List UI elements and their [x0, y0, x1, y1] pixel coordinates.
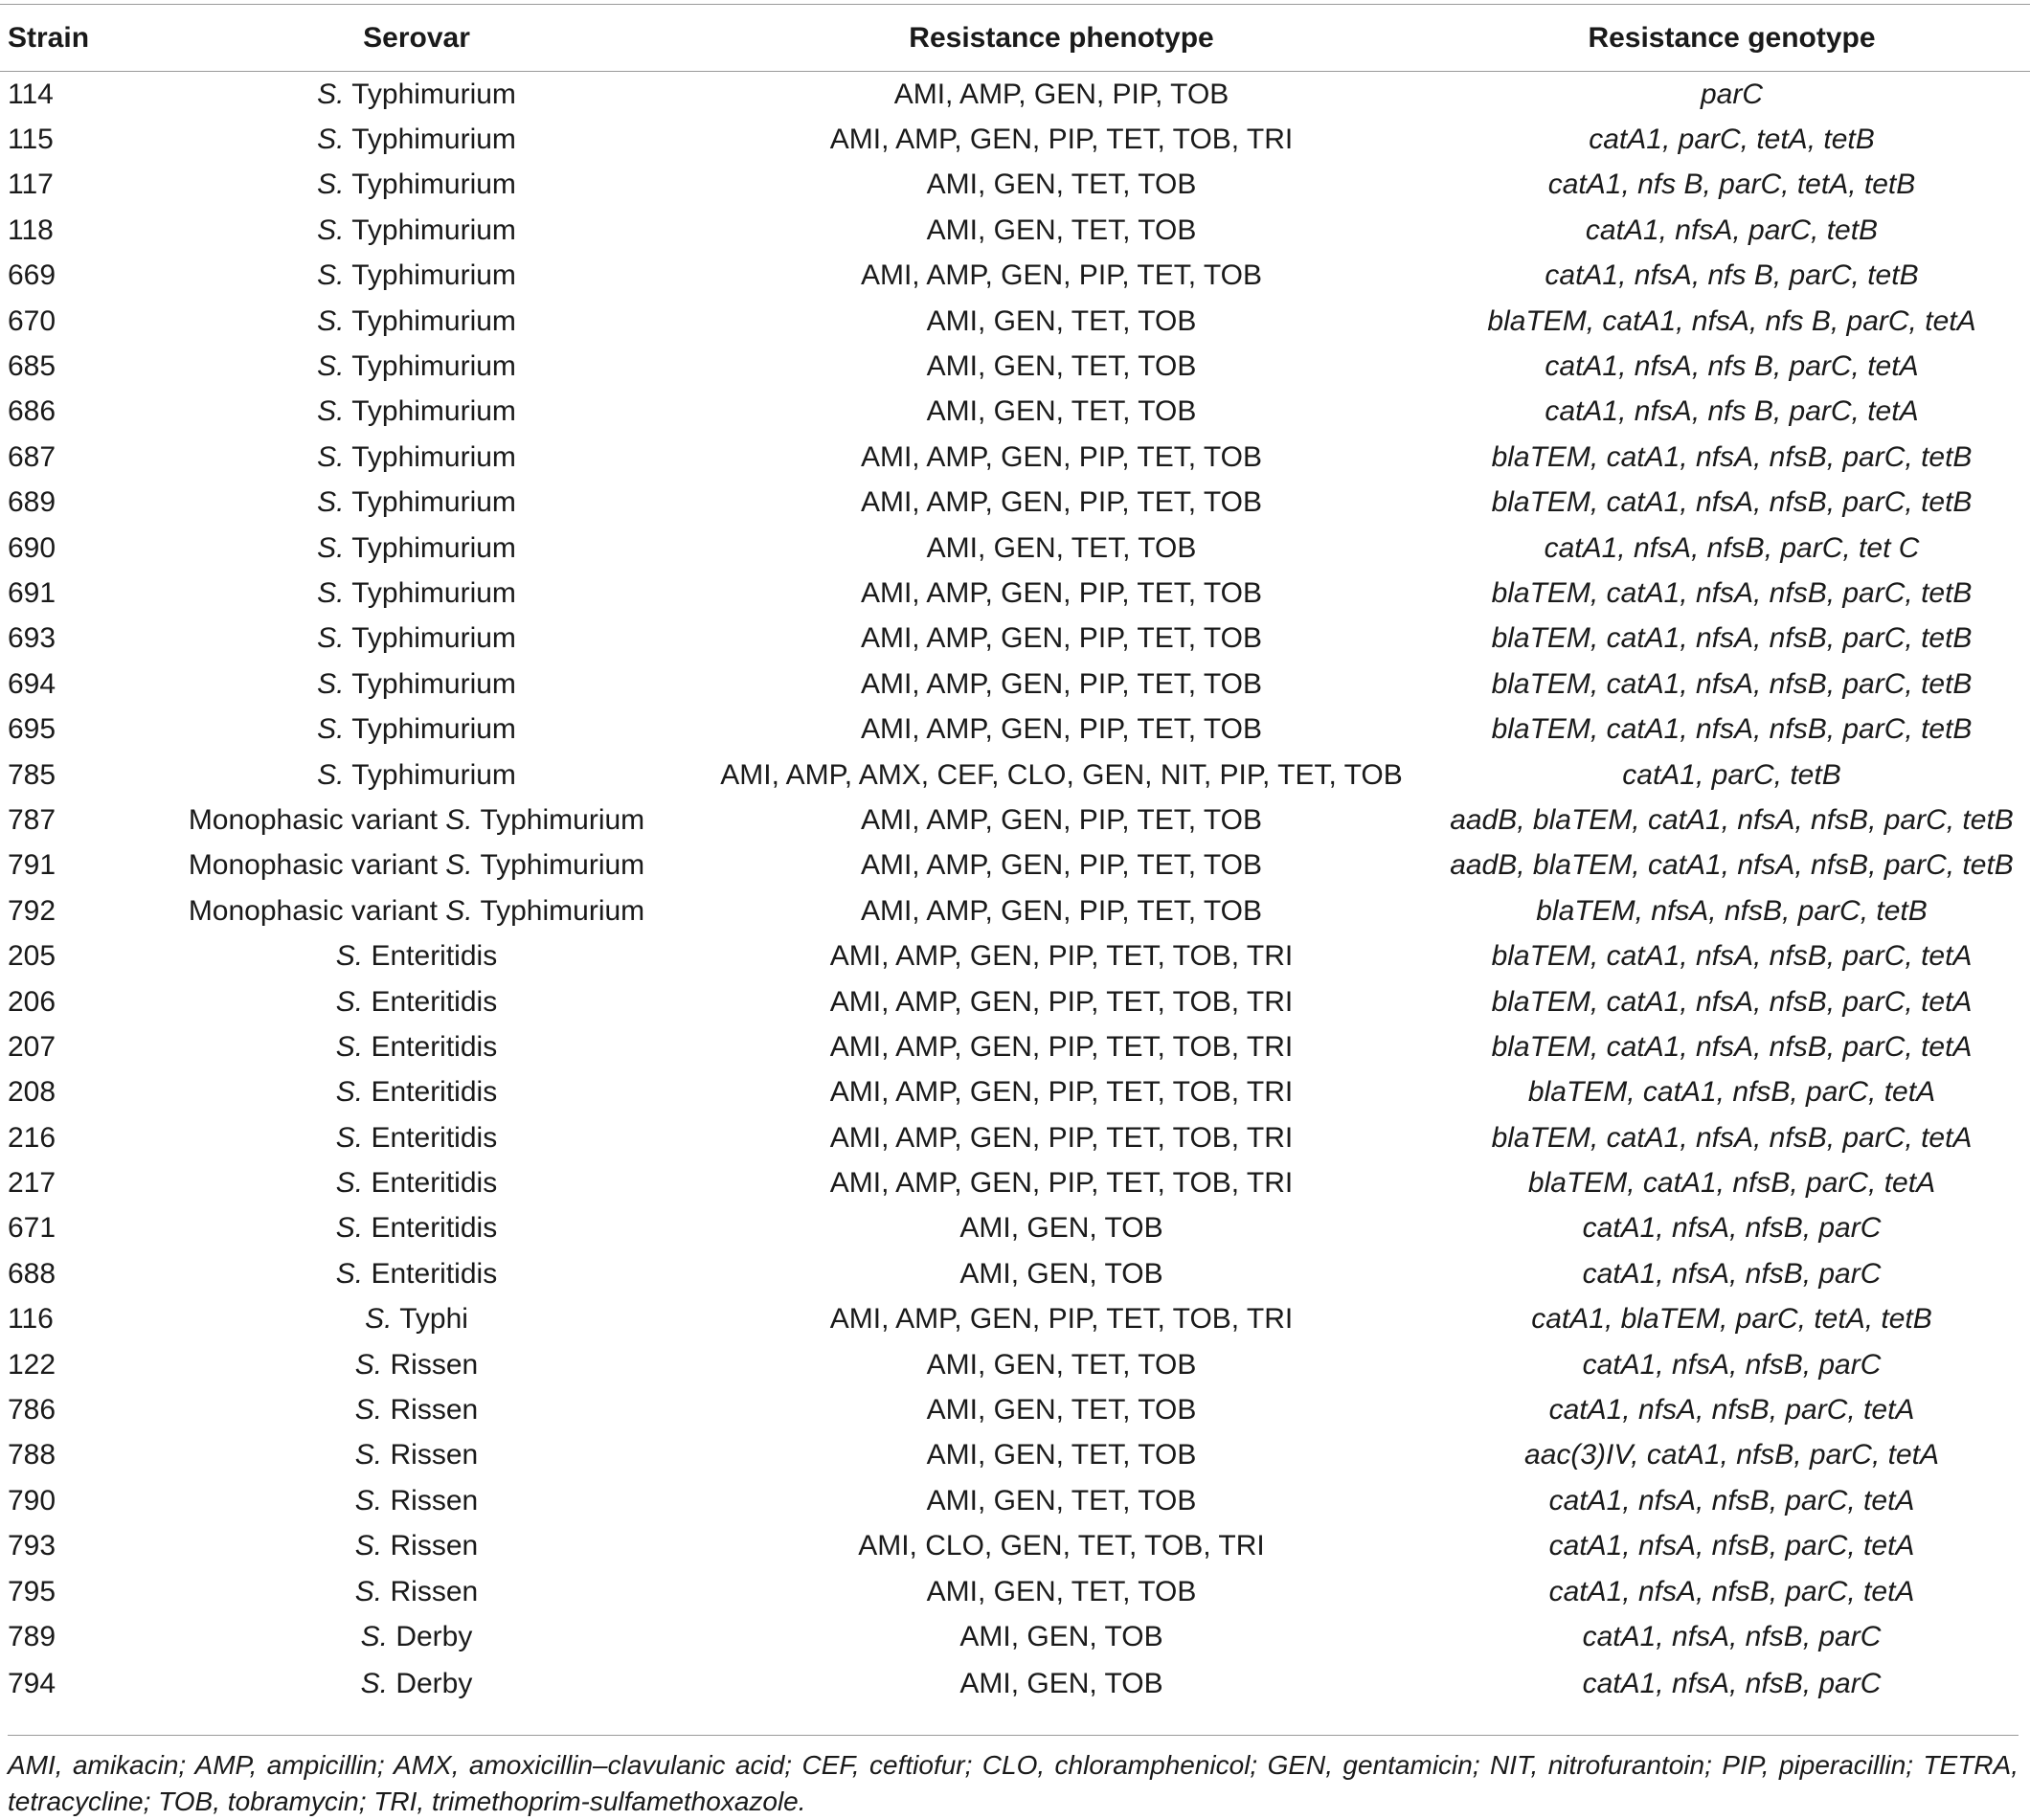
- cell-strain: 117: [8, 169, 54, 201]
- cell-genotype: blaTEM, catA1, nfsA, nfsB, parC, tetB: [1491, 713, 1973, 746]
- table-row: [0, 707, 2030, 752]
- cell-phenotype: AMI, CLO, GEN, TET, TOB, TRI: [858, 1530, 1265, 1562]
- cell-strain: 791: [8, 849, 56, 882]
- cell-phenotype: AMI, GEN, TET, TOB: [926, 1348, 1197, 1381]
- cell-genotype: catA1, nfsA, nfs B, parC, tetB: [1545, 259, 1919, 292]
- cell-serovar: [144, 72, 689, 118]
- serovar-name: Typhimurium: [344, 713, 516, 746]
- cell-genotype: catA1, nfsA, nfsB, parC, tetA: [1548, 1530, 1915, 1562]
- cell-genotype: blaTEM, catA1, nfsB, parC, tetA: [1527, 1076, 1936, 1109]
- table-row: [0, 1206, 2030, 1251]
- serovar-genus: S.: [354, 1530, 383, 1562]
- cell-phenotype: AMI, AMP, GEN, PIP, TET, TOB, TRI: [829, 1076, 1294, 1109]
- table-row: [0, 390, 2030, 435]
- cell-genotype: catA1, nfsA, nfsB, parC: [1582, 1348, 1882, 1381]
- serovar-name: Enteritidis: [363, 1121, 498, 1154]
- serovar-genus: S.: [317, 78, 345, 110]
- cell-strain: 695: [8, 713, 56, 746]
- cell-genotype: catA1, parC, tetA, tetB: [1589, 124, 1875, 156]
- cell-serovar: [144, 707, 689, 752]
- cell-phenotype: AMI, GEN, TET, TOB: [926, 395, 1197, 428]
- cell-strain: 669: [8, 259, 56, 292]
- cell-phenotype: AMI, AMP, GEN, PIP, TET, TOB: [860, 803, 1263, 836]
- cell-strain: 114: [8, 78, 54, 110]
- cell-genotype: catA1, nfsA, nfsB, parC: [1582, 1212, 1882, 1245]
- table-row: [0, 798, 2030, 843]
- cell-serovar: [144, 1660, 689, 1708]
- serovar-genus: S.: [317, 259, 345, 292]
- cell-strain: 118: [8, 213, 54, 246]
- table-row: [0, 72, 2030, 118]
- table-row: [0, 888, 2030, 933]
- table-row: [0, 662, 2030, 707]
- cell-serovar: [144, 843, 689, 888]
- cell-phenotype: AMI, GEN, TOB: [959, 1257, 1163, 1290]
- table-row: [0, 1660, 2030, 1708]
- cell-strain: 205: [8, 940, 56, 973]
- serovar-genus: S.: [317, 440, 345, 473]
- cell-phenotype: AMI, AMP, GEN, PIP, TET, TOB: [860, 849, 1263, 882]
- cell-genotype: blaTEM, catA1, nfsA, nfsB, parC, tetA: [1491, 940, 1973, 973]
- cell-serovar: [144, 299, 689, 344]
- serovar-name: Enteritidis: [363, 985, 498, 1018]
- cell-serovar: [144, 1387, 689, 1432]
- table-row: [0, 299, 2030, 344]
- cell-strain: 688: [8, 1257, 56, 1290]
- serovar-genus: S.: [354, 1575, 383, 1607]
- header-strain: Strain: [0, 5, 144, 72]
- cell-serovar: [144, 1297, 689, 1342]
- serovar-name: Rissen: [382, 1530, 479, 1562]
- table-row: [0, 1387, 2030, 1432]
- serovar-genus: S.: [354, 1348, 383, 1381]
- serovar-genus: S.: [317, 213, 345, 246]
- cell-serovar: [144, 390, 689, 435]
- cell-strain: 207: [8, 1030, 56, 1063]
- table-row: [0, 1342, 2030, 1387]
- cell-genotype: catA1, nfsA, nfsB, parC: [1582, 1257, 1882, 1290]
- cell-strain: 690: [8, 531, 56, 564]
- cell-genotype: blaTEM, catA1, nfsA, nfsB, parC, tetA: [1491, 985, 1973, 1018]
- serovar-genus: S.: [317, 124, 345, 156]
- cell-strain: 787: [8, 803, 56, 836]
- serovar-name: Typhimurium: [344, 622, 516, 655]
- table-row: [0, 1569, 2030, 1614]
- cell-serovar: [144, 1524, 689, 1569]
- serovar-genus: S.: [317, 350, 345, 383]
- serovar-name: Typhimurium: [344, 667, 516, 700]
- cell-genotype: blaTEM, catA1, nfsA, nfs B, parC, tetA: [1487, 304, 1976, 337]
- cell-strain: 793: [8, 1530, 56, 1562]
- serovar-name: Enteritidis: [363, 1076, 498, 1109]
- cell-phenotype: AMI, AMP, GEN, PIP, TOB: [893, 78, 1229, 110]
- cell-genotype: catA1, blaTEM, parC, tetA, tetB: [1531, 1303, 1932, 1336]
- table-row: [0, 1115, 2030, 1160]
- table-row: [0, 344, 2030, 389]
- serovar-genus: S.: [354, 1394, 383, 1427]
- cell-serovar: [144, 1342, 689, 1387]
- cell-phenotype: AMI, GEN, TET, TOB: [926, 304, 1197, 337]
- cell-serovar: [144, 435, 689, 480]
- cell-genotype: catA1, nfsA, nfsB, parC, tetA: [1548, 1484, 1915, 1517]
- cell-phenotype: AMI, GEN, TOB: [959, 1212, 1163, 1245]
- serovar-genus: S.: [365, 1303, 393, 1336]
- cell-phenotype: AMI, AMP, GEN, PIP, TET, TOB, TRI: [829, 1303, 1294, 1336]
- cell-strain: 693: [8, 622, 56, 655]
- cell-serovar: [144, 979, 689, 1024]
- serovar-genus: S.: [335, 940, 364, 973]
- cell-strain: 691: [8, 576, 56, 609]
- table-row: [0, 526, 2030, 571]
- serovar-genus: S.: [335, 985, 364, 1018]
- table-row: [0, 617, 2030, 662]
- serovar-name: Typhimurium: [344, 531, 516, 564]
- table-row: [0, 1297, 2030, 1342]
- table-row: [0, 435, 2030, 480]
- serovar-name: Enteritidis: [363, 1167, 498, 1200]
- serovar-name: Rissen: [382, 1575, 479, 1607]
- table-row: [0, 571, 2030, 616]
- cell-serovar: [144, 481, 689, 526]
- cell-strain: 217: [8, 1167, 56, 1200]
- serovar-genus: S.: [445, 803, 473, 836]
- serovar-name: Typhimurium: [344, 395, 516, 428]
- cell-strain: 115: [8, 124, 54, 156]
- cell-phenotype: AMI, GEN, TET, TOB: [926, 531, 1197, 564]
- cell-strain: 216: [8, 1121, 56, 1154]
- cell-phenotype: AMI, AMP, GEN, PIP, TET, TOB, TRI: [829, 1030, 1294, 1063]
- cell-genotype: catA1, parC, tetB: [1622, 758, 1841, 791]
- cell-serovar: [144, 1251, 689, 1296]
- serovar-genus: S.: [317, 486, 345, 519]
- table-row: [0, 1024, 2030, 1069]
- serovar-prefix: Monophasic variant: [188, 803, 446, 836]
- serovar-name: Typhimurium: [472, 803, 645, 836]
- cell-phenotype: AMI, AMP, GEN, PIP, TET, TOB, TRI: [829, 940, 1294, 973]
- header-row: [0, 5, 2030, 72]
- serovar-name: Derby: [388, 1667, 473, 1699]
- cell-serovar: [144, 1024, 689, 1069]
- cell-phenotype: AMI, AMP, GEN, PIP, TET, TOB: [860, 576, 1263, 609]
- cell-genotype: blaTEM, catA1, nfsB, parC, tetA: [1527, 1167, 1936, 1200]
- cell-phenotype: AMI, GEN, TOB: [959, 1667, 1163, 1699]
- cell-serovar: [144, 1614, 689, 1659]
- cell-phenotype: AMI, AMP, GEN, PIP, TET, TOB, TRI: [829, 1121, 1294, 1154]
- serovar-name: Rissen: [382, 1484, 479, 1517]
- cell-phenotype: AMI, AMP, GEN, PIP, TET, TOB: [860, 440, 1263, 473]
- serovar-genus: S.: [317, 304, 345, 337]
- footnote-line-2: tetracycline; TOB, tobramycin; TRI, trimethoprim-sulfamethoxazole.: [8, 1786, 806, 1816]
- table-header: [0, 5, 2030, 72]
- cell-genotype: parC: [1700, 78, 1764, 110]
- serovar-prefix: Monophasic variant: [188, 849, 446, 882]
- serovar-genus: S.: [360, 1620, 388, 1652]
- cell-serovar: [144, 1478, 689, 1523]
- serovar-name: Typhimurium: [472, 894, 645, 927]
- serovar-genus: S.: [335, 1076, 364, 1109]
- resistance-table: [0, 4, 2030, 1708]
- cell-genotype: catA1, nfs B, parC, tetA, tetB: [1547, 169, 1916, 201]
- cell-phenotype: AMI, AMP, GEN, PIP, TET, TOB, TRI: [829, 985, 1294, 1018]
- cell-serovar: [144, 571, 689, 616]
- serovar-name: Derby: [388, 1620, 473, 1652]
- cell-genotype: catA1, nfsA, nfsB, parC, tet C: [1544, 531, 1920, 564]
- cell-phenotype: AMI, AMP, AMX, CEF, CLO, GEN, NIT, PIP, TET, TOB: [720, 758, 1403, 791]
- cell-genotype: blaTEM, catA1, nfsA, nfsB, parC, tetB: [1491, 486, 1973, 519]
- table-row: [0, 979, 2030, 1024]
- cell-serovar: [144, 526, 689, 571]
- table-row: [0, 1478, 2030, 1523]
- cell-phenotype: AMI, GEN, TET, TOB: [926, 350, 1197, 383]
- cell-serovar: [144, 617, 689, 662]
- cell-serovar: [144, 1160, 689, 1205]
- serovar-genus: S.: [317, 531, 345, 564]
- cell-strain: 788: [8, 1439, 56, 1472]
- table-row: [0, 117, 2030, 162]
- cell-strain: 671: [8, 1212, 56, 1245]
- cell-phenotype: AMI, GEN, TET, TOB: [926, 1575, 1197, 1607]
- serovar-genus: S.: [317, 713, 345, 746]
- cell-phenotype: AMI, AMP, GEN, PIP, TET, TOB: [860, 894, 1263, 927]
- cell-genotype: catA1, nfsA, nfsB, parC: [1582, 1620, 1882, 1652]
- cell-genotype: catA1, nfsA, nfsB, parC, tetA: [1548, 1394, 1915, 1427]
- cell-serovar: [144, 163, 689, 208]
- serovar-genus: S.: [360, 1667, 388, 1699]
- cell-genotype: catA1, nfsA, nfsB, parC: [1582, 1667, 1882, 1699]
- cell-phenotype: AMI, AMP, GEN, PIP, TET, TOB, TRI: [829, 124, 1294, 156]
- cell-genotype: aac(3)IV, catA1, nfsB, parC, tetA: [1524, 1439, 1939, 1472]
- cell-serovar: [144, 344, 689, 389]
- serovar-genus: S.: [335, 1257, 364, 1290]
- cell-genotype: aadB, blaTEM, catA1, nfsA, nfsB, parC, tetB: [1450, 803, 2014, 836]
- cell-strain: 122: [8, 1348, 56, 1381]
- serovar-name: Typhimurium: [344, 124, 516, 156]
- table-row: [0, 843, 2030, 888]
- cell-strain: 794: [8, 1667, 56, 1699]
- cell-phenotype: AMI, AMP, GEN, PIP, TET, TOB: [860, 486, 1263, 519]
- serovar-genus: S.: [317, 758, 345, 791]
- cell-strain: 789: [8, 1620, 56, 1652]
- table-row: [0, 208, 2030, 253]
- serovar-genus: S.: [354, 1439, 383, 1472]
- serovar-name: Rissen: [382, 1439, 479, 1472]
- serovar-genus: S.: [317, 667, 345, 700]
- serovar-name: Typhimurium: [344, 576, 516, 609]
- serovar-name: Enteritidis: [363, 1257, 498, 1290]
- serovar-name: Enteritidis: [363, 940, 498, 973]
- header-genotype: Resistance genotype: [1433, 5, 2030, 72]
- serovar-name: Rissen: [382, 1394, 479, 1427]
- table-body: [0, 72, 2030, 1708]
- cell-strain: 116: [8, 1303, 54, 1336]
- cell-genotype: blaTEM, catA1, nfsA, nfsB, parC, tetB: [1491, 440, 1973, 473]
- cell-serovar: [144, 662, 689, 707]
- cell-strain: 790: [8, 1484, 56, 1517]
- cell-strain: 670: [8, 304, 56, 337]
- cell-strain: 795: [8, 1575, 56, 1607]
- cell-serovar: [144, 753, 689, 798]
- header-serovar: Serovar: [144, 5, 689, 72]
- serovar-genus: S.: [317, 622, 345, 655]
- cell-serovar: [144, 254, 689, 299]
- cell-phenotype: AMI, AMP, GEN, PIP, TET, TOB: [860, 622, 1263, 655]
- cell-strain: 786: [8, 1394, 56, 1427]
- serovar-genus: S.: [445, 849, 473, 882]
- table-row: [0, 1614, 2030, 1659]
- cell-genotype: blaTEM, catA1, nfsA, nfsB, parC, tetB: [1491, 576, 1973, 609]
- serovar-name: Enteritidis: [363, 1212, 498, 1245]
- cell-strain: 792: [8, 894, 56, 927]
- serovar-name: Typhimurium: [344, 169, 516, 201]
- cell-strain: 206: [8, 985, 56, 1018]
- cell-genotype: blaTEM, catA1, nfsA, nfsB, parC, tetB: [1491, 622, 1973, 655]
- table-row: [0, 254, 2030, 299]
- serovar-name: Typhimurium: [344, 486, 516, 519]
- serovar-name: Typhimurium: [344, 304, 516, 337]
- serovar-name: Typhimurium: [344, 758, 516, 791]
- cell-phenotype: AMI, AMP, GEN, PIP, TET, TOB: [860, 259, 1263, 292]
- cell-phenotype: AMI, GEN, TET, TOB: [926, 1484, 1197, 1517]
- table-row: [0, 933, 2030, 978]
- cell-phenotype: AMI, AMP, GEN, PIP, TET, TOB, TRI: [829, 1167, 1294, 1200]
- table-row: [0, 1070, 2030, 1115]
- table-footnote: [8, 1735, 2019, 1820]
- cell-genotype: catA1, nfsA, parC, tetB: [1585, 213, 1879, 246]
- cell-phenotype: AMI, AMP, GEN, PIP, TET, TOB: [860, 667, 1263, 700]
- cell-strain: 687: [8, 440, 56, 473]
- serovar-genus: S.: [317, 576, 345, 609]
- cell-serovar: [144, 1070, 689, 1115]
- serovar-name: Typhimurium: [344, 440, 516, 473]
- table-row: [0, 1433, 2030, 1478]
- serovar-genus: S.: [354, 1484, 383, 1517]
- cell-serovar: [144, 1115, 689, 1160]
- cell-serovar: [144, 1569, 689, 1614]
- cell-serovar: [144, 798, 689, 843]
- serovar-name: Typhimurium: [344, 78, 516, 110]
- cell-serovar: [144, 208, 689, 253]
- cell-strain: 686: [8, 395, 56, 428]
- serovar-genus: S.: [445, 894, 473, 927]
- cell-serovar: [144, 117, 689, 162]
- cell-genotype: blaTEM, catA1, nfsA, nfsB, parC, tetA: [1491, 1030, 1973, 1063]
- serovar-name: Rissen: [382, 1348, 479, 1381]
- serovar-name: Typhi: [392, 1303, 468, 1336]
- cell-phenotype: AMI, AMP, GEN, PIP, TET, TOB: [860, 713, 1263, 746]
- cell-strain: 685: [8, 350, 56, 383]
- table-row: [0, 163, 2030, 208]
- cell-genotype: aadB, blaTEM, catA1, nfsA, nfsB, parC, tetB: [1450, 849, 2014, 882]
- cell-genotype: catA1, nfsA, nfs B, parC, tetA: [1545, 395, 1919, 428]
- cell-serovar: [144, 933, 689, 978]
- serovar-genus: S.: [335, 1167, 364, 1200]
- cell-strain: 785: [8, 758, 56, 791]
- serovar-genus: S.: [335, 1212, 364, 1245]
- serovar-name: Typhimurium: [344, 259, 516, 292]
- serovar-name: Typhimurium: [472, 849, 645, 882]
- serovar-name: Typhimurium: [344, 213, 516, 246]
- table-row: [0, 1251, 2030, 1296]
- cell-phenotype: AMI, GEN, TET, TOB: [926, 1439, 1197, 1472]
- cell-genotype: blaTEM, catA1, nfsA, nfsB, parC, tetB: [1491, 667, 1973, 700]
- serovar-genus: S.: [317, 169, 345, 201]
- cell-serovar: [144, 888, 689, 933]
- cell-phenotype: AMI, GEN, TET, TOB: [926, 213, 1197, 246]
- cell-phenotype: AMI, GEN, TOB: [959, 1620, 1163, 1652]
- cell-strain: 208: [8, 1076, 56, 1109]
- serovar-genus: S.: [335, 1030, 364, 1063]
- cell-genotype: catA1, nfsA, nfs B, parC, tetA: [1545, 350, 1919, 383]
- cell-genotype: catA1, nfsA, nfsB, parC, tetA: [1548, 1575, 1915, 1607]
- cell-phenotype: AMI, GEN, TET, TOB: [926, 169, 1197, 201]
- serovar-name: Typhimurium: [344, 350, 516, 383]
- table-row: [0, 753, 2030, 798]
- cell-phenotype: AMI, GEN, TET, TOB: [926, 1394, 1197, 1427]
- table-row: [0, 1524, 2030, 1569]
- cell-strain: 694: [8, 667, 56, 700]
- table-row: [0, 1160, 2030, 1205]
- serovar-name: Enteritidis: [363, 1030, 498, 1063]
- cell-genotype: blaTEM, nfsA, nfsB, parC, tetB: [1536, 894, 1928, 927]
- cell-serovar: [144, 1433, 689, 1478]
- serovar-genus: S.: [335, 1121, 364, 1154]
- footnote-line-1: AMI, amikacin; AMP, ampicillin; AMX, amoxicillin–clavulanic acid; CEF, ceftiofur; CLO, chloramphenicol; GEN, gentamicin; NIT, nitrofurantoin; PIP, piperacillin; TETRA,: [8, 1750, 2019, 1780]
- table-row: [0, 481, 2030, 526]
- header-phenotype: Resistance phenotype: [689, 5, 1433, 72]
- cell-genotype: blaTEM, catA1, nfsA, nfsB, parC, tetA: [1491, 1121, 1973, 1154]
- cell-serovar: [144, 1206, 689, 1251]
- serovar-genus: S.: [317, 395, 345, 428]
- cell-strain: 689: [8, 486, 56, 519]
- serovar-prefix: Monophasic variant: [188, 894, 446, 927]
